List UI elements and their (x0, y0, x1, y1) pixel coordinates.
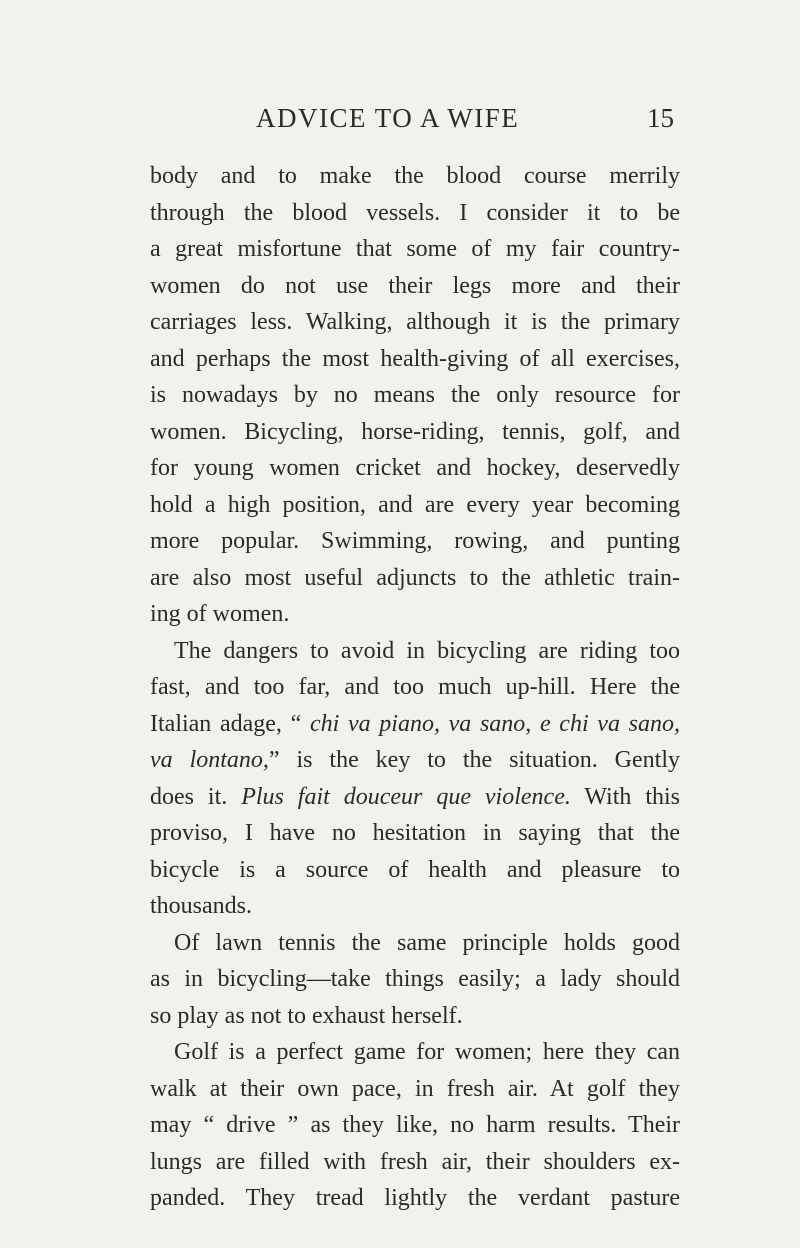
text-line: through the blood vessels. I consider it to be (150, 199, 680, 226)
text-line: carriages less. Walking, although it is the primary (150, 309, 680, 335)
page-header (0, 103, 800, 143)
text-run: Italian adage, “ (150, 710, 310, 737)
text-line: for young women cricket and hockey, deservedly (150, 455, 680, 481)
text-line: proviso, I have no hesitation in saying that the (150, 820, 680, 846)
running-head: ADVICE TO A WIFE (256, 103, 520, 133)
text-line: lungs are filled with fresh air, their shoulders ex- (150, 1148, 680, 1175)
text-line: may “ drive ” as they like, no harm results. Their (150, 1112, 680, 1138)
text-line: fast, and too far, and too much up-hill. Here the (150, 674, 680, 700)
text-line: The dangers to avoid in bicycling are riding too (174, 637, 680, 664)
text-line (150, 742, 680, 779)
text-line: Golf is a perfect game for women; here they can (174, 1039, 680, 1065)
text-line: hold a high position, and are every year becoming (150, 491, 680, 518)
text-line: are also most useful adjuncts to the athletic train- (150, 564, 680, 591)
italic-phrase: Plus fait douceur que violence. (241, 783, 571, 810)
text-line: and perhaps the most health-giving of all exercises, (150, 345, 680, 372)
text-run: With this (570, 783, 680, 810)
text-line: a great misfortune that some of my fair country- (150, 236, 680, 262)
text-line: women do not use their legs more and their (150, 272, 680, 299)
text-line (150, 706, 680, 743)
text-line: Of lawn tennis the same principle holds good (174, 929, 680, 956)
text-line: panded. They tread lightly the verdant pasture (150, 1185, 680, 1211)
text-line: is nowadays by no means the only resource for (150, 382, 680, 408)
body-text (150, 158, 680, 1217)
text-line: body and to make the blood course merrily (150, 163, 680, 189)
text-line: bicycle is a source of health and pleasure to (150, 856, 680, 883)
text-line: as in bicycling—take things easily; a lady should (150, 966, 680, 992)
text-line: ing of women. (150, 601, 290, 627)
text-run: ” is the key to the situation. Gently (268, 747, 680, 773)
text-line (150, 779, 680, 816)
italic-phrase: chi va piano, va sano, e chi va sano, (309, 710, 680, 737)
text-line: more popular. Swimming, rowing, and punting (150, 528, 680, 554)
page-number: 15 (647, 103, 674, 133)
text-line: walk at their own pace, in fresh air. At golf they (150, 1075, 680, 1102)
text-line: women. Bicycling, horse-riding, tennis, golf, and (150, 418, 680, 445)
text-run: does it. (150, 783, 242, 810)
text-line: thousands. (150, 893, 252, 919)
italic-phrase: va lontano, (150, 747, 269, 773)
text-line: so play as not to exhaust herself. (150, 1002, 463, 1029)
